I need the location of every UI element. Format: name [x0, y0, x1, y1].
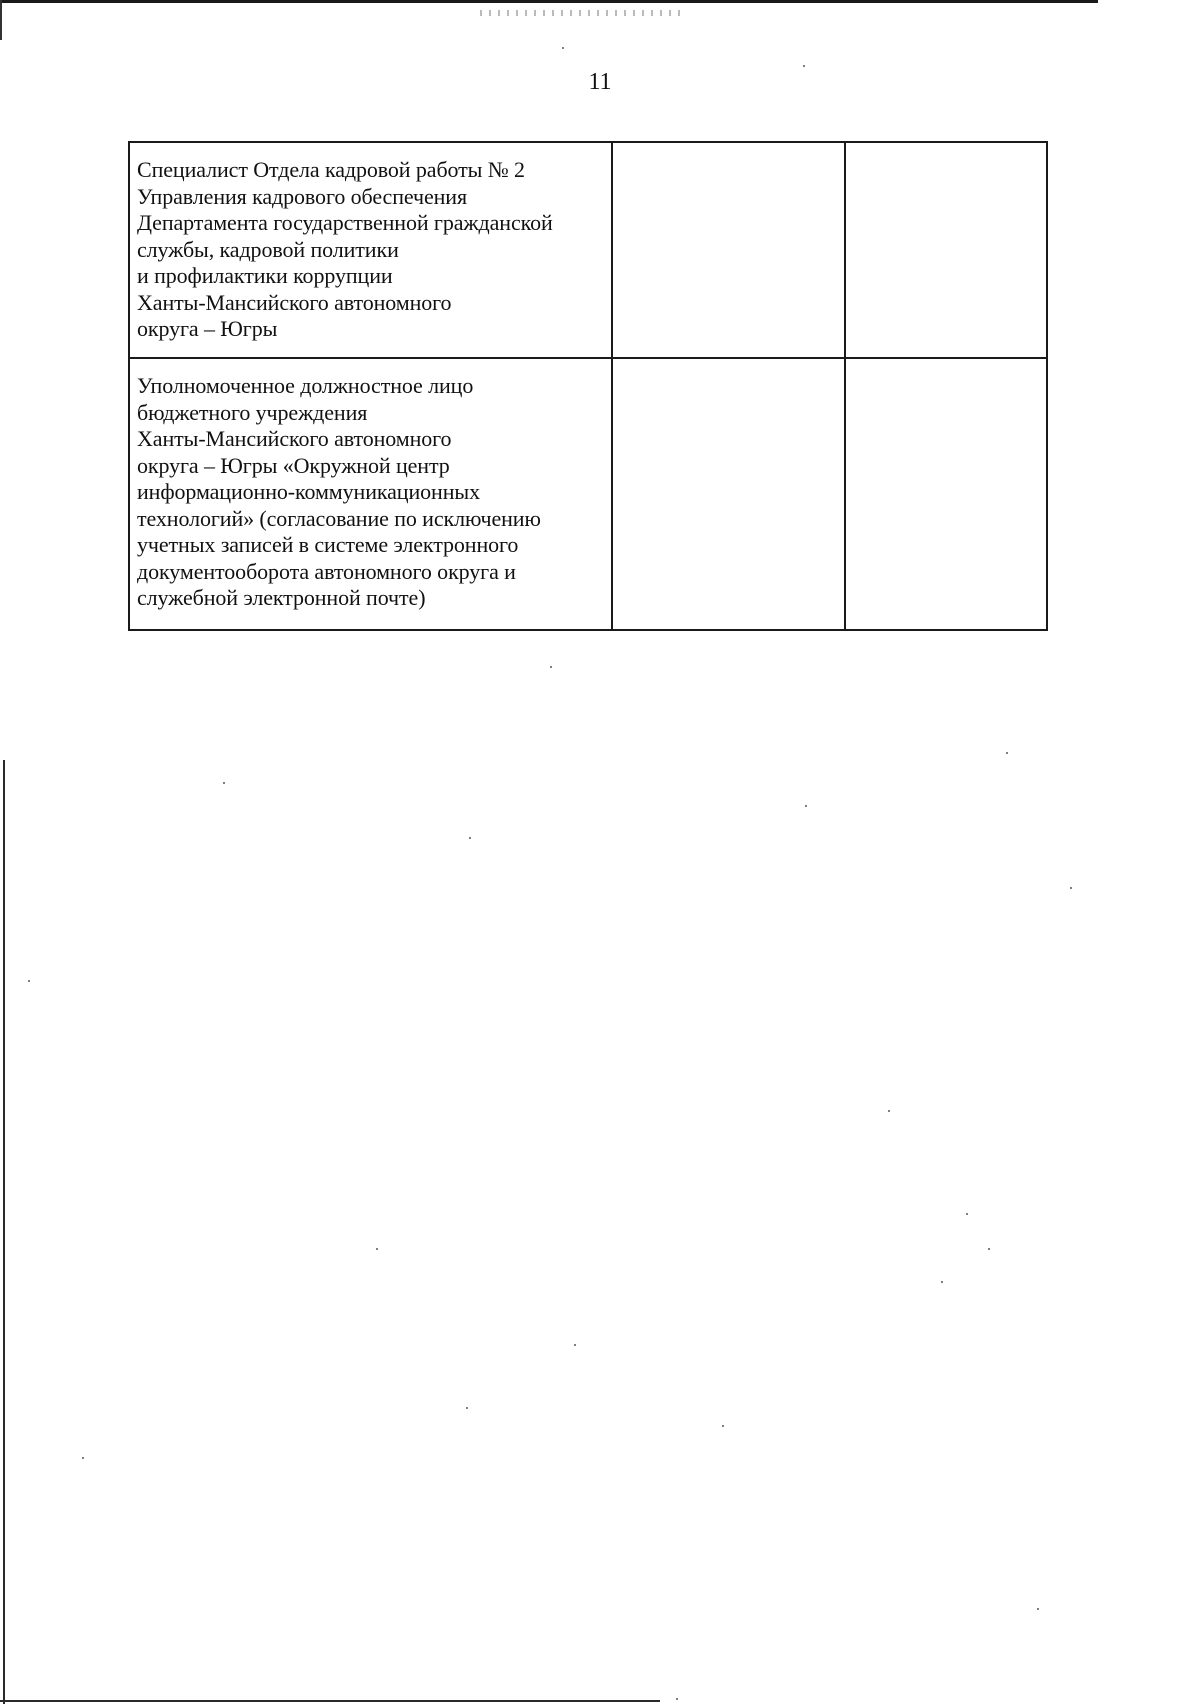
scan-speck — [941, 1281, 943, 1283]
date-cell — [845, 142, 1047, 358]
scan-border-left — [3, 760, 5, 1704]
scan-speck — [1006, 752, 1008, 754]
scan-speck — [574, 1344, 576, 1346]
scan-speck — [82, 1457, 84, 1459]
scan-speck — [676, 1698, 678, 1700]
position-cell — [129, 358, 612, 630]
scan-speck — [376, 1248, 378, 1250]
scan-border-bottom — [0, 1700, 660, 1702]
scan-speck — [1037, 1608, 1039, 1610]
scan-speck — [722, 1425, 724, 1427]
scan-speck — [469, 837, 471, 839]
scan-speck — [803, 65, 805, 67]
scan-speck — [988, 1248, 990, 1250]
page-number: 11 — [588, 69, 612, 95]
position-title: Специалист Отдела кадровой работы № 2 Управления кадрового обеспечения Департамента государственной гражданской службы, кадровой политики и профилактики коррупции Ханты-Мансийского автономного округа – Югры — [137, 157, 553, 341]
position-title: Уполномоченное должностное лицо бюджетного учреждения Ханты-Мансийского автономного округа – Югры «Окружной центр информационно-коммуникационных технологий» (согласование по исключению учетных записей в системе электронного документооборота автономного округа и служебной электронной почте) — [137, 373, 541, 610]
scan-speck — [562, 47, 564, 49]
scan-speck — [223, 782, 225, 784]
scan-speck — [805, 805, 807, 807]
scan-speck — [550, 666, 552, 668]
scan-speck — [1070, 887, 1072, 889]
scan-speck — [28, 980, 30, 982]
signature-cell — [612, 142, 845, 358]
scan-noise — [480, 10, 680, 16]
scan-border-top — [0, 0, 1098, 3]
table-row — [129, 358, 1047, 630]
scan-speck — [888, 1110, 890, 1112]
approval-table — [128, 141, 1048, 631]
table-row — [129, 142, 1047, 358]
date-cell — [845, 358, 1047, 630]
signature-cell — [612, 358, 845, 630]
scan-border-left-top — [0, 0, 2, 40]
scan-speck — [466, 1407, 468, 1409]
scan-speck — [966, 1213, 968, 1215]
position-cell — [129, 142, 612, 358]
